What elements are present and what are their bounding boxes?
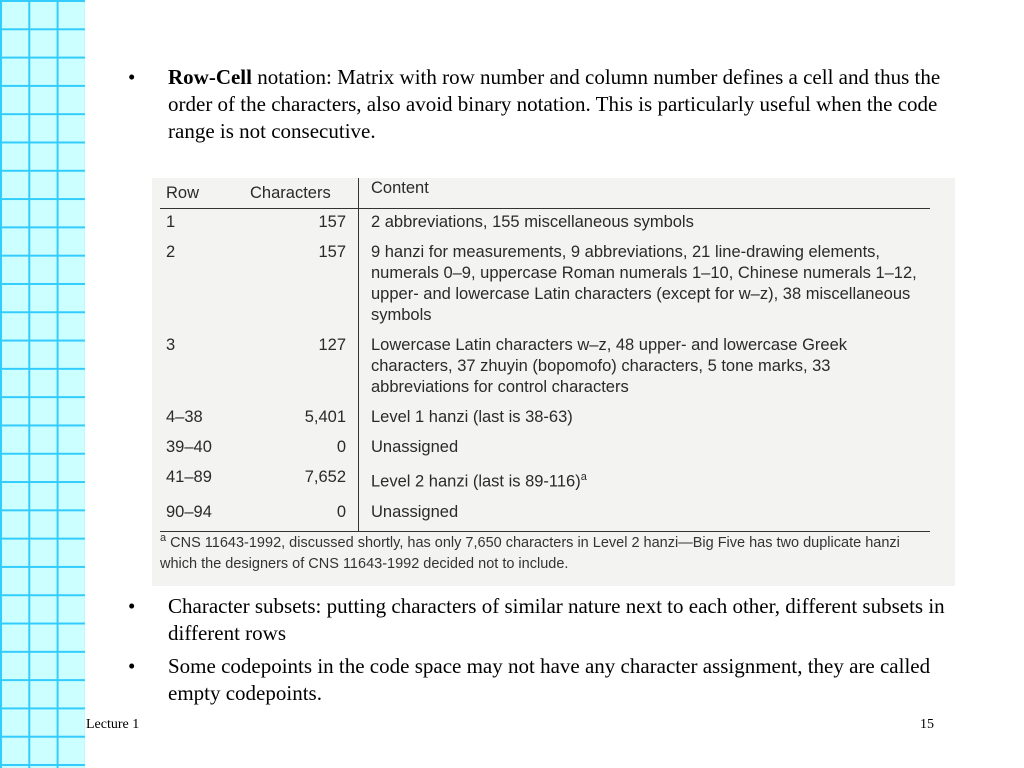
- character-count: 157: [236, 209, 359, 239]
- row-number: 39–40: [166, 438, 212, 456]
- intro-bullet: [128, 64, 958, 145]
- bullet-dot: •: [128, 65, 136, 89]
- footnote-mark: a: [160, 532, 167, 544]
- table-row: [160, 498, 930, 532]
- table-row: [160, 403, 930, 433]
- row-number: 41–89: [166, 468, 212, 486]
- table-row: [160, 463, 930, 498]
- bullet-item-empty-codepoints: [128, 653, 958, 707]
- row-content: [359, 463, 931, 498]
- row-number: 4–38: [166, 408, 203, 426]
- bullet-dot: •: [128, 594, 136, 618]
- character-count: 0: [236, 498, 359, 532]
- footnote-text: CNS 11643-1992, discussed shortly, has only 7,650 characters in Level 2 hanzi—Big Five has two duplicate hanzi which the designers of CNS 11643-1992 decided not to include.: [160, 534, 900, 572]
- table-row: [160, 238, 930, 331]
- table-header-row: [160, 178, 930, 209]
- row-cell-term: Row-Cell: [168, 65, 252, 89]
- row-content: 2 abbreviations, 155 miscellaneous symbols: [371, 213, 694, 231]
- footer-lecture-label: Lecture 1: [86, 717, 140, 732]
- header-row: Row: [160, 178, 236, 209]
- intro-bullet-list: [128, 64, 958, 151]
- row-number: 1: [166, 213, 176, 231]
- row-content: Unassigned: [371, 438, 459, 456]
- table-row: [160, 209, 930, 239]
- row-number: 2: [166, 243, 176, 261]
- header-content: Content: [359, 178, 931, 209]
- character-count: 7,652: [236, 463, 359, 498]
- decorative-grid-strip: [0, 0, 85, 768]
- table-row: [160, 331, 930, 403]
- row-cell-table: [160, 178, 930, 532]
- bullet-dot: •: [128, 654, 136, 678]
- bullet-text: Some codepoints in the code space may not have any character assignment, they are called empty codepoints.: [168, 654, 931, 705]
- table-row: [160, 433, 930, 463]
- bullet-text: Character subsets: putting characters of similar nature next to each other, different subsets in different rows: [168, 594, 945, 645]
- character-count: 127: [236, 331, 359, 403]
- character-count: 5,401: [236, 403, 359, 433]
- intro-text: notation: Matrix with row number and column number defines a cell and thus the order of the characters, also avoid binary notation. This is particularly useful when the code range is not consecutive.: [168, 65, 941, 143]
- row-cell-table-figure: [152, 178, 955, 586]
- row-content: Level 1 hanzi (last is 38-63): [371, 408, 573, 426]
- row-content: Lowercase Latin characters w–z, 48 upper- and lowercase Greek characters, 37 zhuyin (bopomofo) characters, 5 tone marks, 33 abbreviations for control characters: [371, 336, 847, 396]
- row-content: Unassigned: [359, 498, 931, 532]
- footnote-marker: a: [580, 471, 587, 483]
- summary-bullet-list: [128, 593, 958, 713]
- table-footnote: [160, 528, 940, 575]
- row-number: 3: [166, 336, 176, 354]
- slide-number: 15: [920, 717, 934, 732]
- row-number: 90–94: [160, 498, 236, 532]
- character-count: 157: [236, 238, 359, 331]
- header-characters: Characters: [236, 178, 359, 209]
- row-content-text: Level 2 hanzi (last is 89-116): [371, 472, 581, 491]
- character-count: 0: [236, 433, 359, 463]
- row-content: 9 hanzi for measurements, 9 abbreviations, 21 line-drawing elements, numerals 0–9, uppercase Roman numerals 1–10, Chinese numerals 1–12, upper- and lowercase Latin characters (except for w–z), 38 miscellaneous symbols: [371, 243, 917, 324]
- bullet-item-subsets: [128, 593, 958, 647]
